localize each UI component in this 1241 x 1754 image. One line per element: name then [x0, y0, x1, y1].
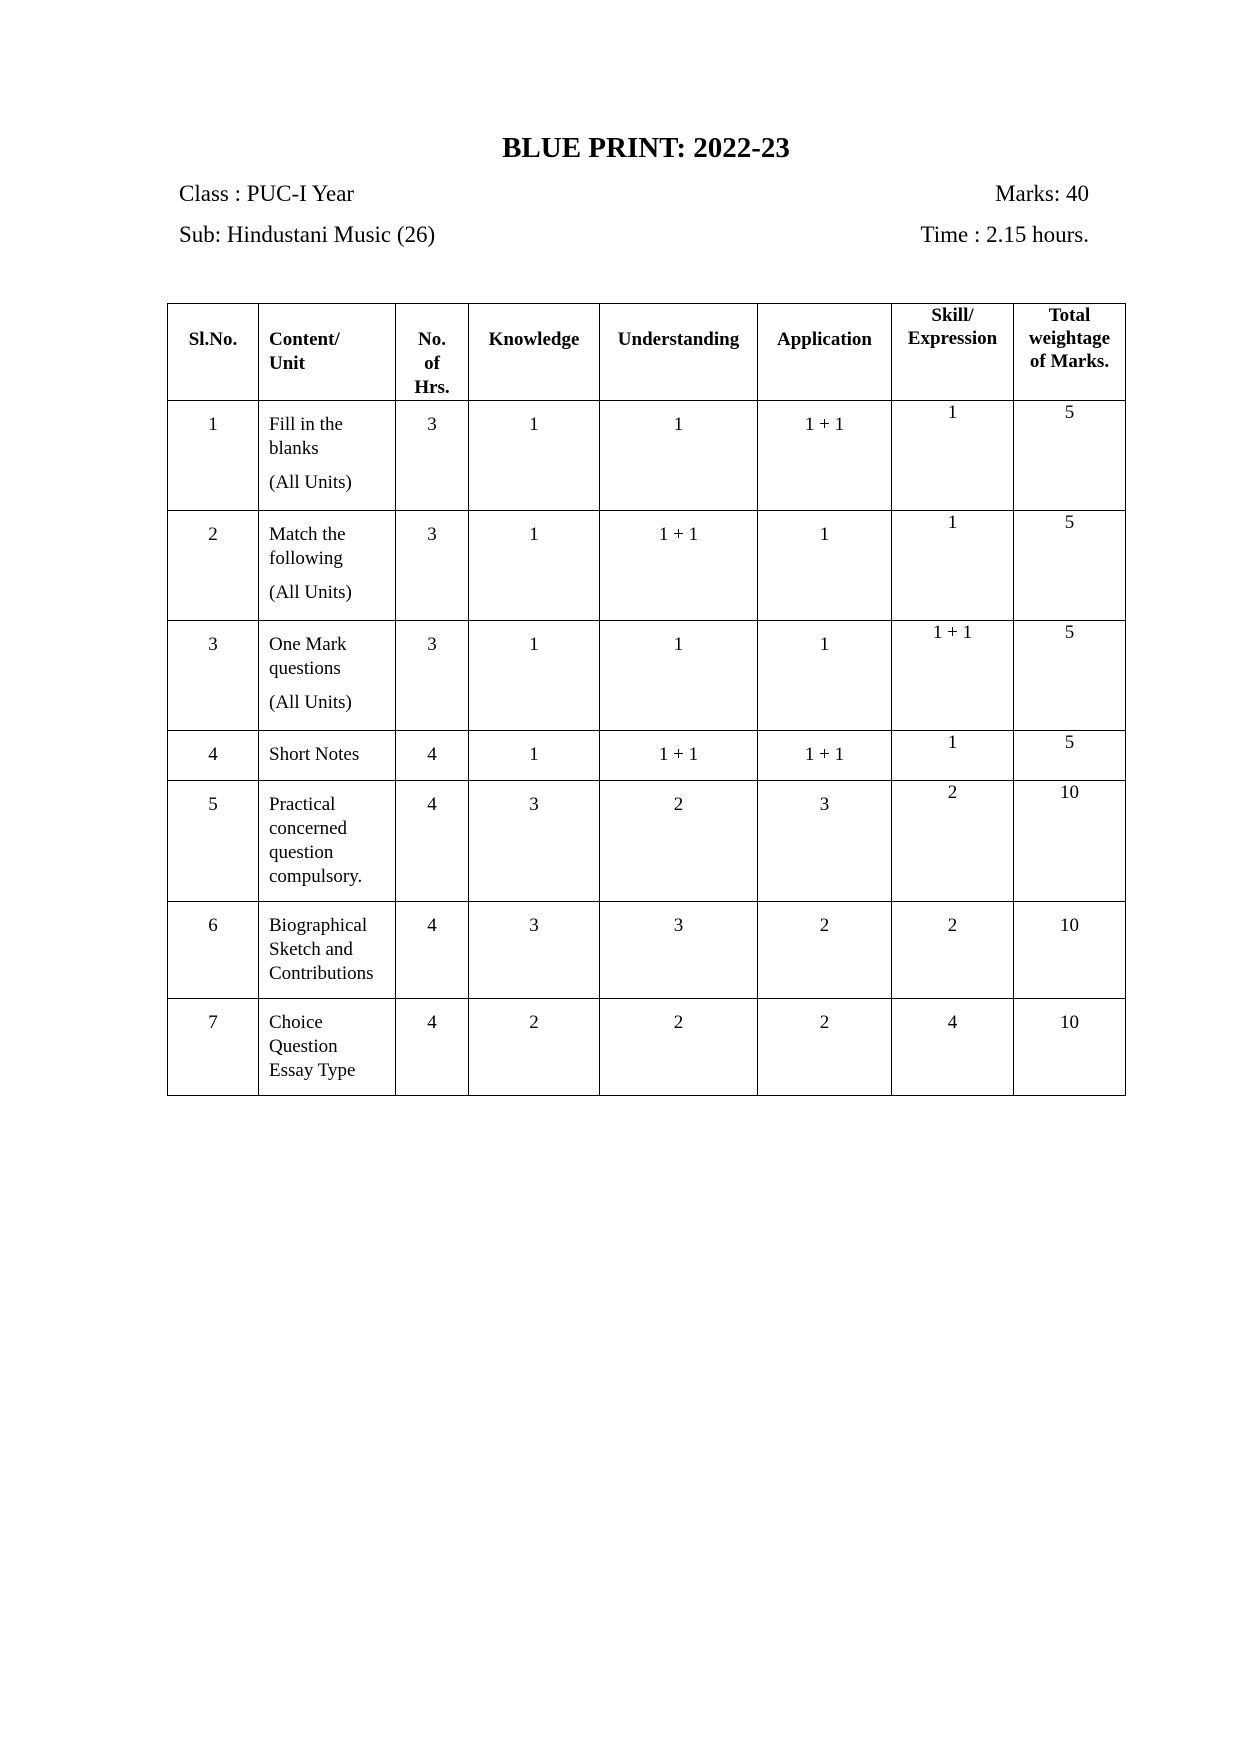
header-total-weightage: Total weightage of Marks. — [1014, 304, 1126, 401]
cell-knowledge: 1 — [469, 401, 600, 511]
cell-understanding: 2 — [600, 999, 758, 1096]
cell-application: 1 + 1 — [758, 731, 892, 781]
cell-slno: 6 — [168, 902, 259, 999]
cell-hours: 3 — [396, 511, 469, 621]
cell-understanding: 2 — [600, 781, 758, 902]
header-skill-expression: Skill/ Expression — [892, 304, 1014, 401]
cell-unit: Fill in the blanks (All Units) — [259, 401, 396, 511]
time-label: Time : 2.15 hours. — [920, 222, 1089, 247]
cell-slno: 4 — [168, 731, 259, 781]
cell-application: 2 — [758, 999, 892, 1096]
cell-hours: 3 — [396, 401, 469, 511]
cell-application: 1 + 1 — [758, 401, 892, 511]
cell-understanding: 1 + 1 — [600, 731, 758, 781]
header-content-unit: Content/ Unit — [259, 304, 396, 401]
cell-application: 3 — [758, 781, 892, 902]
cell-slno: 3 — [168, 621, 259, 731]
cell-knowledge: 1 — [469, 621, 600, 731]
cell-skill: 2 — [892, 781, 1014, 902]
header-knowledge: Knowledge — [469, 304, 600, 401]
cell-hours: 4 — [396, 731, 469, 781]
cell-unit: Biographical Sketch and Contributions — [259, 902, 396, 999]
cell-slno: 2 — [168, 511, 259, 621]
cell-total: 5 — [1014, 621, 1126, 731]
cell-application: 2 — [758, 902, 892, 999]
cell-slno: 7 — [168, 999, 259, 1096]
table-header-row — [168, 304, 1126, 401]
table-row — [168, 401, 1126, 511]
cell-hours: 4 — [396, 781, 469, 902]
cell-total: 10 — [1014, 999, 1126, 1096]
cell-hours: 3 — [396, 621, 469, 731]
cell-slno: 1 — [168, 401, 259, 511]
table-row — [168, 902, 1126, 999]
cell-skill: 1 — [892, 511, 1014, 621]
cell-skill: 4 — [892, 999, 1014, 1096]
class-label: Class : PUC-I Year — [179, 181, 355, 206]
cell-hours: 4 — [396, 902, 469, 999]
cell-skill: 1 — [892, 731, 1014, 781]
subject-label: Sub: Hindustani Music (26) — [179, 222, 436, 247]
header-understanding: Understanding — [600, 304, 758, 401]
header-slno: Sl.No. — [168, 304, 259, 401]
cell-understanding: 1 + 1 — [600, 511, 758, 621]
cell-knowledge: 2 — [469, 999, 600, 1096]
cell-total: 5 — [1014, 401, 1126, 511]
cell-unit: One Mark questions (All Units) — [259, 621, 396, 731]
table-row — [168, 731, 1126, 781]
cell-unit: Short Notes — [259, 731, 396, 781]
cell-understanding: 1 — [600, 401, 758, 511]
marks-label: Marks: 40 — [995, 181, 1089, 206]
cell-total: 5 — [1014, 511, 1126, 621]
cell-unit: Match the following (All Units) — [259, 511, 396, 621]
cell-hours: 4 — [396, 999, 469, 1096]
cell-knowledge: 1 — [469, 511, 600, 621]
header-hours: No. of Hrs. — [396, 304, 469, 401]
cell-unit: Choice Question Essay Type — [259, 999, 396, 1096]
header-application: Application — [758, 304, 892, 401]
table-row — [168, 999, 1126, 1096]
cell-total: 10 — [1014, 781, 1126, 902]
cell-slno: 5 — [168, 781, 259, 902]
cell-knowledge: 1 — [469, 731, 600, 781]
blueprint-table — [167, 303, 1126, 1096]
cell-total: 5 — [1014, 731, 1126, 781]
cell-application: 1 — [758, 511, 892, 621]
cell-understanding: 3 — [600, 902, 758, 999]
cell-skill: 2 — [892, 902, 1014, 999]
cell-knowledge: 3 — [469, 781, 600, 902]
cell-application: 1 — [758, 621, 892, 731]
table-row — [168, 621, 1126, 731]
cell-total: 10 — [1014, 902, 1126, 999]
table-row — [168, 511, 1126, 621]
page-title: BLUE PRINT: 2022-23 — [502, 132, 790, 164]
cell-understanding: 1 — [600, 621, 758, 731]
table-row — [168, 781, 1126, 902]
cell-skill: 1 + 1 — [892, 621, 1014, 731]
cell-knowledge: 3 — [469, 902, 600, 999]
cell-skill: 1 — [892, 401, 1014, 511]
cell-unit: Practical concerned question compulsory. — [259, 781, 396, 902]
